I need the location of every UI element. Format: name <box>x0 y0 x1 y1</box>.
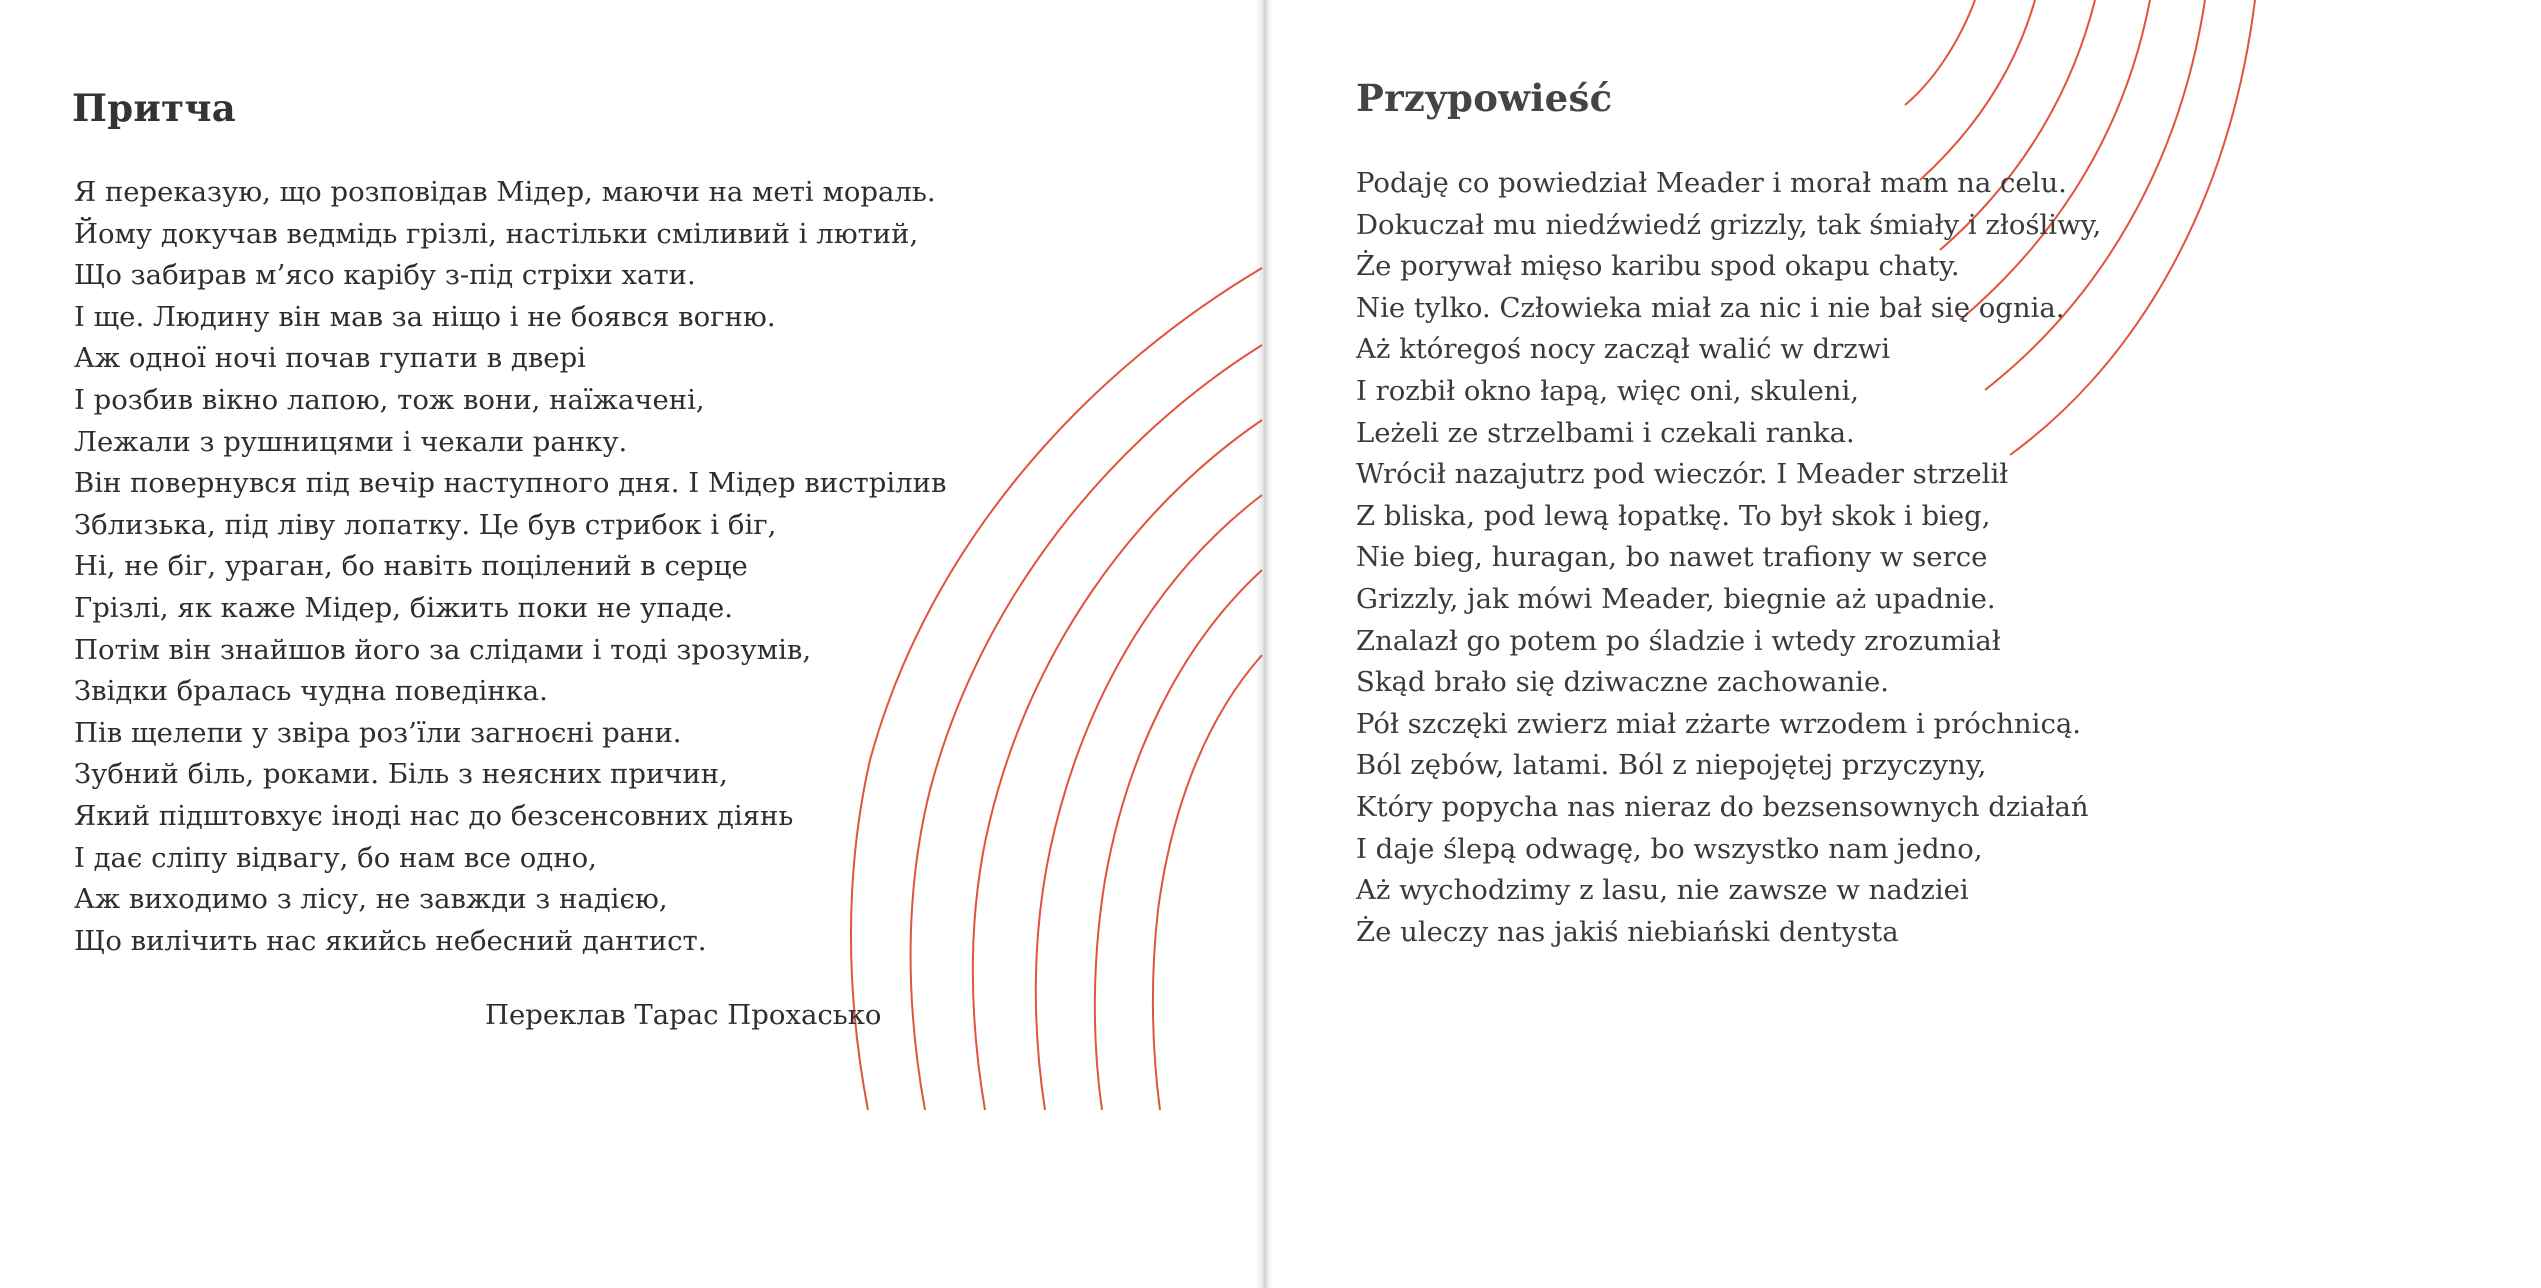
poem-line: Dokuczał mu niedźwiedź grizzly, tak śmiały i złośliwy, <box>1356 208 2102 241</box>
poem-line: Пів щелепи у звіра роз’їли загноєні рани. <box>74 716 682 749</box>
poem-line: Звідки бралась чудна поведінка. <box>74 675 548 708</box>
poem-line: Nie bieg, huragan, bo nawet trafiony w serce <box>1356 541 1988 574</box>
poem-line: Що забирав м’ясо карібу з-під стріхи хати. <box>74 259 696 292</box>
arc-7 <box>1905 0 1975 105</box>
poem-line: Że porywał mięso karibu spod okapu chaty. <box>1356 250 1960 283</box>
arc-3 <box>973 420 1262 1110</box>
poem-line: І розбив вікно лапою, тож вони, наїжачені, <box>74 383 705 416</box>
right-page-title: Przypowieść <box>1356 76 1613 120</box>
poem-line: Який підштовхує іноді нас до безсенсовних діянь <box>74 799 794 832</box>
poem-line: Aż któregoś nocy zaczął walić w drzwi <box>1356 333 1891 366</box>
poem-line: Потім він знайшов його за слідами і тоді зрозумів, <box>74 633 812 666</box>
poem-line: Grizzly, jak mówi Meader, biegnie aż upadnie. <box>1356 582 1996 615</box>
poem-line: Nie tylko. Człowieka miał za nic i nie bał się ognia. <box>1356 291 2065 324</box>
poem-line: Ні, не біг, ураган, бо навіть поцілений в серце <box>74 550 748 583</box>
poem-line: Podaję co powiedział Meader i morał mam na celu. <box>1356 167 2067 199</box>
poem-line: Leżeli ze strzelbami i czekali ranka. <box>1356 416 1855 449</box>
poem-line: Аж виходимо з лісу, не завжди з надією, <box>74 883 668 916</box>
poem-line: Z bliska, pod lewą łopatkę. To był skok i bieg, <box>1356 499 1991 532</box>
translator-credit: Переклав Тарас Прохасько <box>485 999 882 1031</box>
poem-line: Który popycha nas nieraz do bezsensownych działań <box>1356 790 2089 823</box>
arc-8 <box>1920 0 2035 180</box>
left-page-title: Притча <box>72 86 237 130</box>
poem-line: Wrócił nazajutrz pod wieczór. I Meader strzelił <box>1356 458 2009 491</box>
poem-line: Лежали з рушницями і чекали ранку. <box>74 425 628 458</box>
poem-line: Зблизька, під ліву лопатку. Це був стрибок і біг, <box>74 508 777 541</box>
poem-line: Аж одної ночі почав гупати в двері <box>74 342 586 375</box>
poem-line: Pół szczęki zwierz miał zżarte wrzodem i próchnicą. <box>1356 707 2081 740</box>
poem-line: Że uleczy nas jakiś niebiański dentysta <box>1356 915 1899 948</box>
poem-line: Йому докучав ведмідь грізлі, настільки сміливий і лютий, <box>74 217 919 250</box>
polish-poem <box>1356 163 2101 953</box>
poem-line: Грізлі, як каже Мідер, біжить поки не упаде. <box>74 591 734 624</box>
poem-line: Що вилічить нас якийсь небесний дантист. <box>74 924 707 957</box>
ukrainian-poem <box>74 172 946 962</box>
poem-line: Зубний біль, роками. Біль з неясних причин, <box>74 758 728 791</box>
poem-line: Ból zębów, latami. Ból z niepojętej przyczyny, <box>1356 749 1987 782</box>
poem-line: І дає сліпу відвагу, бо нам все одно, <box>74 841 597 874</box>
arc-4 <box>1036 495 1262 1110</box>
poem-line: Znalazł go potem po śladzie i wtedy zrozumiał <box>1356 624 2001 657</box>
poem-line: I daje ślepą odwagę, bo wszystko nam jedno, <box>1356 832 1983 865</box>
arc-6 <box>1153 655 1262 1110</box>
poem-line: Я переказую, що розповідав Мідер, маючи на меті мораль. <box>74 176 936 208</box>
poem-line: І ще. Людину він мав за ніщо і не боявся вогню. <box>74 300 776 333</box>
arc-5 <box>1095 570 1262 1110</box>
poem-line: Skąd brało się dziwaczne zachowanie. <box>1356 666 1889 699</box>
poem-line: Aż wychodzimy z lasu, nie zawsze w nadziei <box>1356 874 1969 907</box>
poem-line: I rozbił okno łapą, więc oni, skuleni, <box>1356 374 1859 407</box>
poem-line: Він повернувся під вечір наступного дня. І Мідер вистрілив <box>74 467 947 500</box>
